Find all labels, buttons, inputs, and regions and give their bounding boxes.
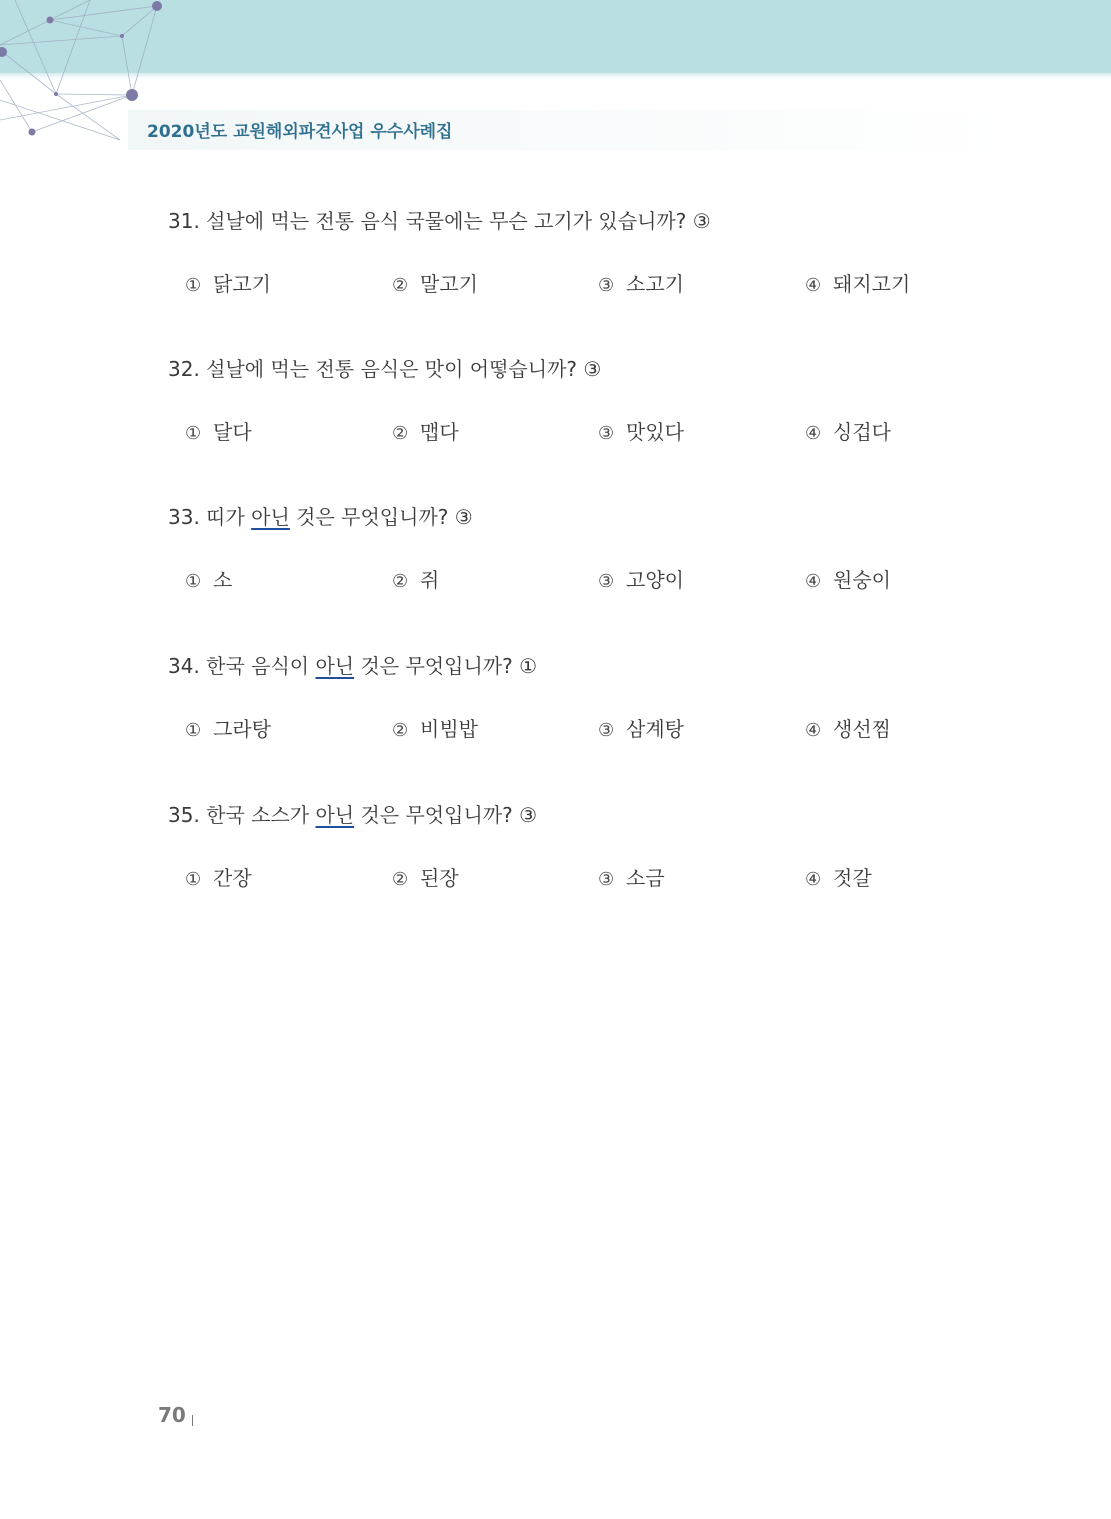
- question-text-suffix: 것은 무엇입니까?: [354, 803, 520, 827]
- option-number: ②: [392, 423, 409, 444]
- option-3: [598, 713, 684, 742]
- option-number: ③: [598, 275, 615, 296]
- option-number: ④: [805, 869, 822, 890]
- option-text: 원숭이: [833, 568, 891, 592]
- running-header-title: 2020년도 교원해외파견사업 우수사례집: [147, 122, 453, 142]
- option-number: ①: [185, 423, 202, 444]
- option-number: ①: [185, 275, 202, 296]
- question-underlined-word: 아닌: [315, 654, 355, 678]
- option-3: [598, 268, 684, 297]
- option-text: 그라탕: [213, 717, 271, 741]
- question-text: 33. 띠가: [168, 505, 252, 529]
- option-text: 생선찜: [833, 717, 891, 741]
- option-4: [805, 862, 872, 891]
- option-number: ②: [392, 869, 409, 890]
- question-text: 32. 설날에 먹는 전통 음식은 맛이 어떻습니까?: [168, 357, 584, 381]
- options-32: [185, 416, 1015, 446]
- option-number: ④: [805, 571, 822, 592]
- option-4: [805, 268, 910, 297]
- question-33: [168, 501, 473, 530]
- option-text: 간장: [213, 866, 252, 890]
- question-text-suffix: 것은 무엇입니까?: [354, 654, 520, 678]
- option-text: 말고기: [420, 272, 478, 296]
- option-1: [185, 862, 252, 891]
- option-1: [185, 416, 252, 445]
- options-35: [185, 862, 1015, 892]
- option-text: 싱겁다: [833, 420, 891, 444]
- options-33: [185, 564, 1015, 594]
- question-34: [168, 650, 537, 679]
- option-text: 맵다: [420, 420, 459, 444]
- answer-marker: ③: [519, 803, 537, 827]
- option-text: 소금: [626, 866, 665, 890]
- option-4: [805, 713, 891, 742]
- question-text-suffix: 것은 무엇입니까?: [289, 505, 455, 529]
- option-text: 소고기: [626, 272, 684, 296]
- question-underlined-word: 아닌: [315, 803, 355, 827]
- option-number: ③: [598, 869, 615, 890]
- question-32: [168, 353, 601, 382]
- option-text: 소: [213, 568, 233, 592]
- option-2: [392, 416, 459, 445]
- option-text: 맛있다: [626, 420, 684, 444]
- options-31: [185, 268, 1015, 298]
- option-number: ②: [392, 720, 409, 741]
- option-4: [805, 564, 891, 593]
- page-number: 70: [158, 1403, 186, 1427]
- option-number: ②: [392, 275, 409, 296]
- question-text: 35. 한국 소스가: [168, 803, 316, 827]
- question-31: [168, 205, 711, 234]
- option-number: ②: [392, 571, 409, 592]
- option-2: [392, 564, 439, 593]
- option-number: ①: [185, 571, 202, 592]
- option-text: 고양이: [626, 568, 684, 592]
- option-number: ③: [598, 423, 615, 444]
- option-4: [805, 416, 891, 445]
- option-number: ④: [805, 720, 822, 741]
- option-1: [185, 268, 271, 297]
- option-number: ①: [185, 869, 202, 890]
- option-1: [185, 564, 232, 593]
- option-number: ①: [185, 720, 202, 741]
- question-underlined-word: 아닌: [251, 505, 290, 529]
- option-text: 닭고기: [213, 272, 271, 296]
- option-2: [392, 713, 478, 742]
- answer-marker: ③: [583, 357, 602, 381]
- option-text: 된장: [420, 866, 459, 890]
- option-3: [598, 862, 665, 891]
- option-text: 젓갈: [833, 866, 872, 890]
- options-34: [185, 713, 1015, 743]
- option-3: [598, 416, 684, 445]
- option-2: [392, 862, 459, 891]
- question-35: [168, 799, 537, 828]
- page-number-divider: [192, 1415, 193, 1426]
- option-text: 삼계탕: [626, 717, 684, 741]
- option-number: ④: [805, 275, 822, 296]
- option-text: 비빔밥: [420, 717, 478, 741]
- option-1: [185, 713, 271, 742]
- answer-marker: ③: [692, 209, 711, 233]
- option-number: ③: [598, 720, 615, 741]
- option-2: [392, 268, 478, 297]
- answer-marker: ①: [519, 654, 537, 678]
- option-text: 돼지고기: [833, 272, 911, 296]
- option-number: ④: [805, 423, 822, 444]
- option-text: 쥐: [420, 568, 440, 592]
- option-text: 달다: [213, 420, 252, 444]
- question-text: 31. 설날에 먹는 전통 음식 국물에는 무슨 고기가 있습니까?: [168, 209, 693, 233]
- option-number: ③: [598, 571, 615, 592]
- answer-marker: ③: [454, 505, 473, 529]
- option-3: [598, 564, 684, 593]
- question-text: 34. 한국 음식이: [168, 654, 316, 678]
